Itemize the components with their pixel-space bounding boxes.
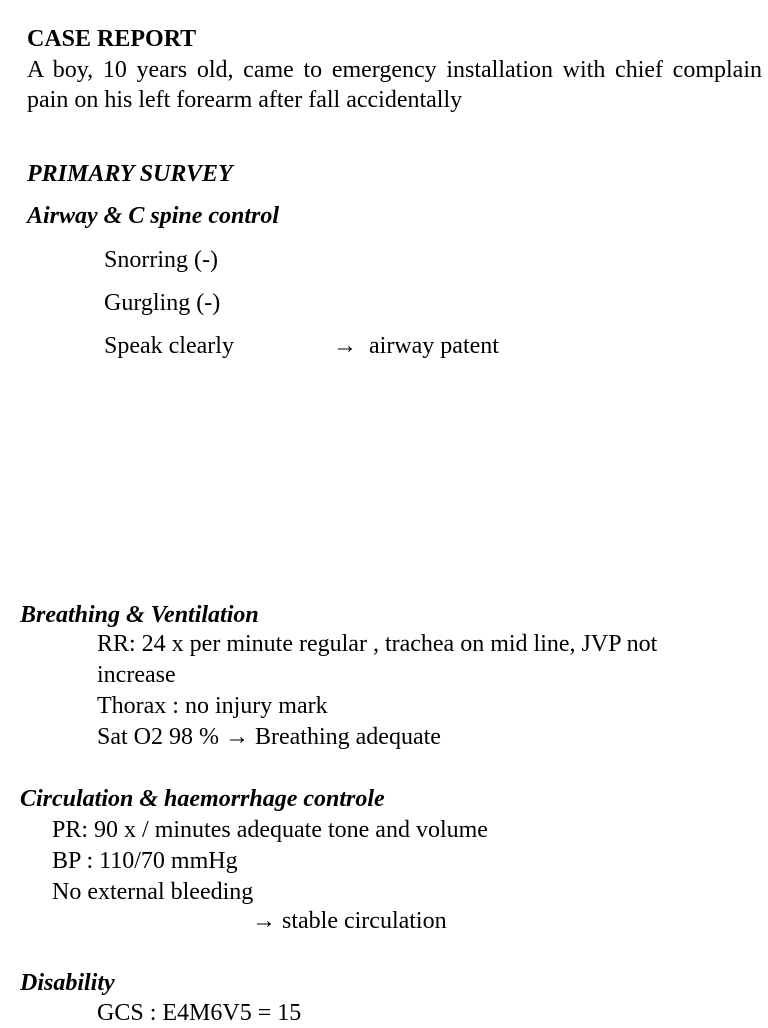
airway-snorring: Snorring (-) bbox=[104, 247, 218, 273]
airway-heading: Airway & C spine control bbox=[27, 203, 280, 229]
circulation-section bbox=[52, 815, 488, 908]
disability-gcs: GCS : E4M6V5 = 15 bbox=[97, 1000, 302, 1026]
intro-paragraph: A boy, 10 years old, came to emergency installation with chief complain pain on his left forearm after fall accidentally bbox=[27, 57, 762, 113]
case-report-title: CASE REPORT bbox=[27, 26, 197, 52]
airway-conclusion bbox=[333, 331, 499, 361]
breathing-heading: Breathing & Ventilation bbox=[20, 602, 259, 628]
circulation-bleeding: No external bleeding bbox=[52, 879, 254, 905]
arrow-right-icon: → bbox=[333, 333, 357, 359]
circulation-heading: Circulation & haemorrhage controle bbox=[20, 786, 385, 812]
circulation-bp: BP : 110/70 mmHg bbox=[52, 848, 238, 874]
disability-heading: Disability bbox=[20, 970, 115, 996]
airway-gurgling: Gurgling (-) bbox=[104, 290, 221, 316]
primary-survey-heading: PRIMARY SURVEY bbox=[27, 161, 233, 187]
case-intro bbox=[27, 55, 762, 115]
breathing-thorax: Thorax : no injury mark bbox=[97, 693, 328, 719]
airway-conclusion-text: airway patent bbox=[369, 333, 499, 359]
airway-speak-clearly: Speak clearly bbox=[104, 333, 234, 359]
circulation-conclusion: → stable circulation bbox=[252, 908, 447, 934]
breathing-section bbox=[97, 629, 717, 753]
breathing-sat-o2: Sat O2 98 % → Breathing adequate bbox=[97, 724, 441, 750]
circulation-pr: PR: 90 x / minutes adequate tone and volume bbox=[52, 817, 488, 843]
breathing-rr: RR: 24 x per minute regular , trachea on mid line, JVP not increase bbox=[97, 631, 658, 688]
